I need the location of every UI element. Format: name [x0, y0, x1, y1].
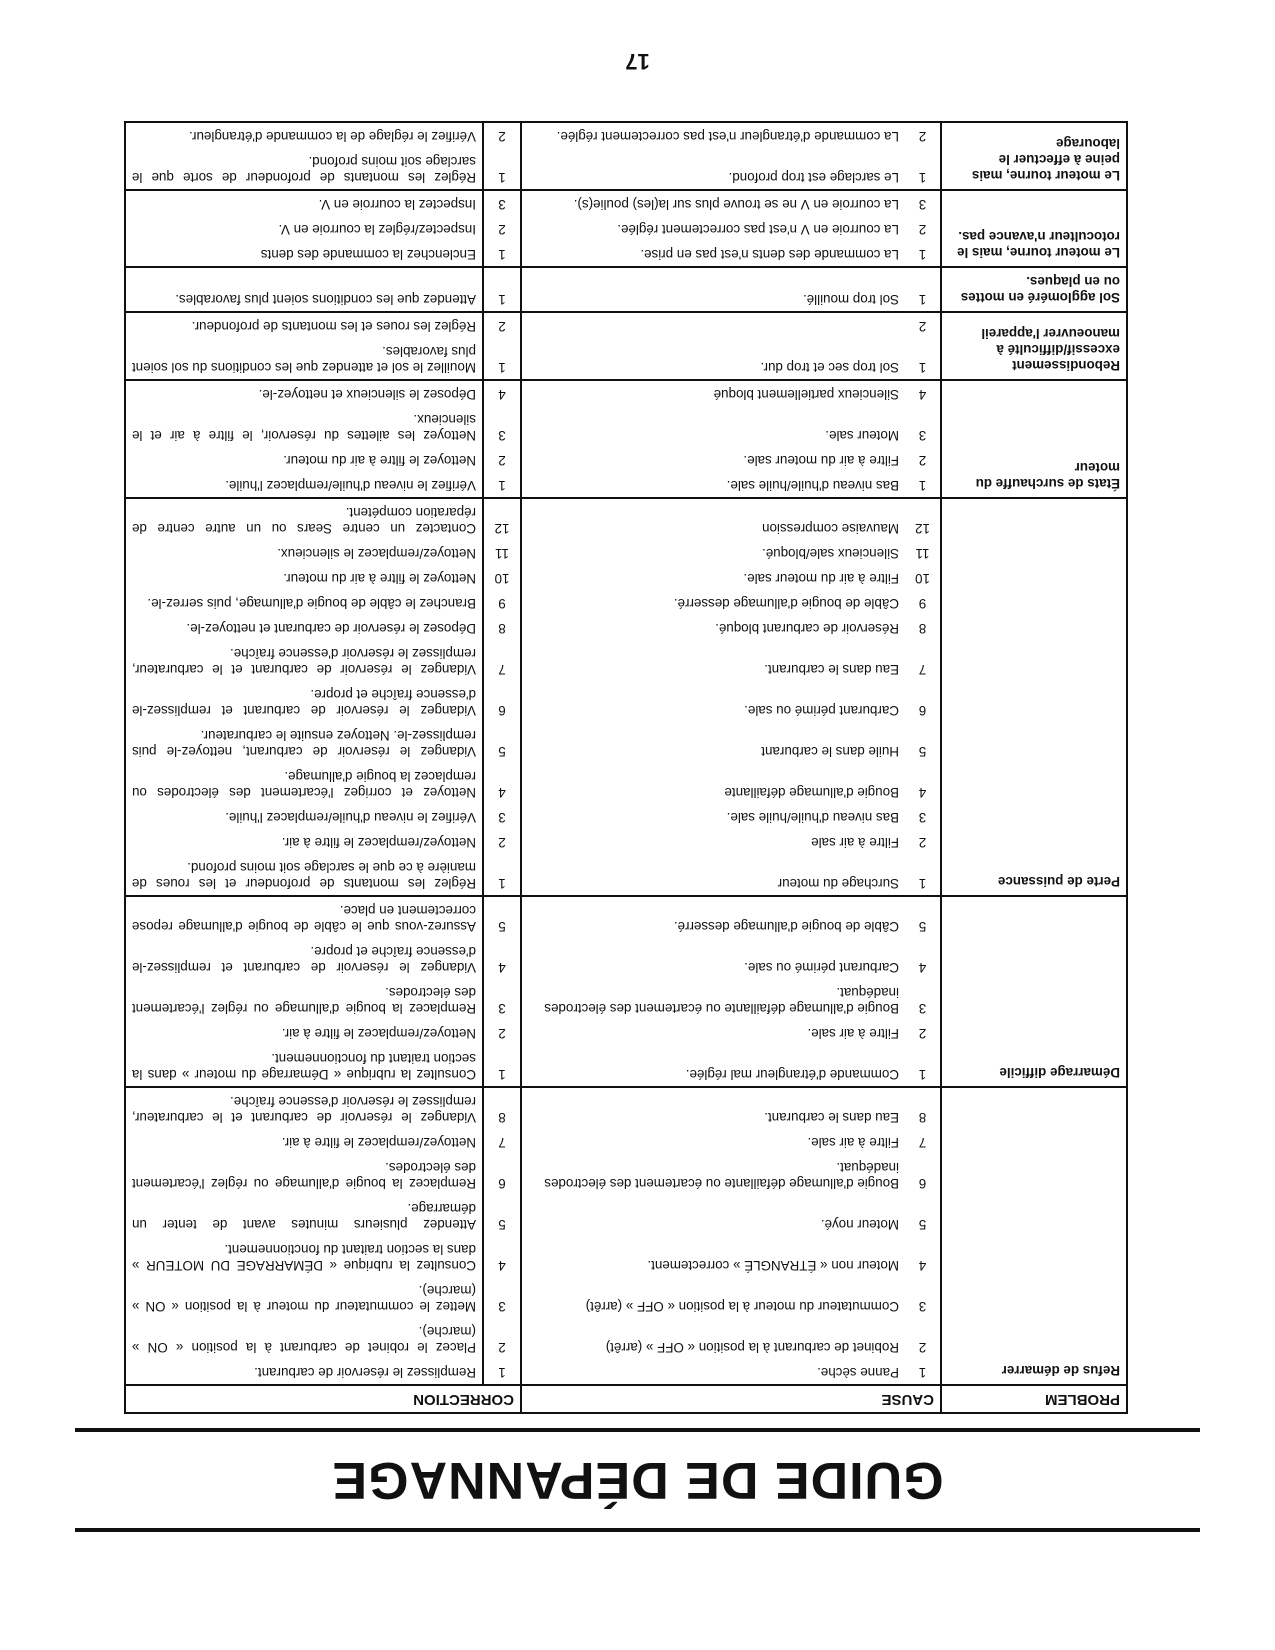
cause-cell: Câble de bougie d'allumage desserré.: [521, 896, 905, 938]
correction-number: 2: [483, 1020, 521, 1045]
cause-number: 2: [905, 1318, 941, 1359]
cause-number: 1: [905, 338, 941, 380]
cause-number: 7: [905, 1129, 941, 1154]
header-problem: PROBLEM: [941, 1385, 1127, 1413]
correction-number: 12: [483, 498, 521, 540]
page-number: 17: [625, 49, 650, 74]
correction-cell: Nettoyez le filtre à air du moteur.: [125, 447, 483, 472]
cause-number: 2: [905, 216, 941, 241]
cause-cell: Commande d'étrangleur mal réglée.: [521, 1045, 905, 1087]
cause-number: 2: [905, 829, 941, 854]
cause-cell: Bas niveau d'huile/huile sale.: [521, 472, 905, 498]
correction-cell: Vidangez le réservoir de carburant et remplissez-le d'essence fraîche et propre.: [125, 938, 483, 979]
cause-cell: Huile dans le carburant: [521, 722, 905, 763]
cause-cell: Panne sèche.: [521, 1359, 905, 1385]
cause-number: 6: [905, 681, 941, 722]
correction-cell: Vidangez le réservoir de carburant, nettoyez-le puis remplissez-le. Nettoyez ensuite le carburateur.: [125, 722, 483, 763]
cause-number: 1: [905, 472, 941, 498]
correction-cell: Inspectez/réglez la courroie en V.: [125, 216, 483, 241]
cause-cell: La commande d'étrangleur n'est pas correctement réglée.: [521, 122, 905, 148]
correction-number: 5: [483, 722, 521, 763]
cause-cell: Sol trop mouillé.: [521, 267, 905, 312]
cause-number: 2: [905, 122, 941, 148]
header-cause: CAUSE: [521, 1385, 941, 1413]
correction-number: 2: [483, 312, 521, 338]
correction-number: 1: [483, 854, 521, 896]
correction-cell: Déposez le réservoir de carburant et nettoyez-le.: [125, 615, 483, 640]
cause-number: 8: [905, 1087, 941, 1129]
title-banner: [75, 1428, 1200, 1532]
correction-number: 11: [483, 540, 521, 565]
cause-number: 1: [905, 148, 941, 190]
cause-cell: Carburant périmé ou sale.: [521, 938, 905, 979]
cause-cell: La commande des dents n'est pas en prise.: [521, 241, 905, 267]
cause-cell: Filtre à air du moteur sale.: [521, 565, 905, 590]
cause-number: 1: [905, 854, 941, 896]
cause-number: 12: [905, 498, 941, 540]
cause-number: 2: [905, 1020, 941, 1045]
correction-cell: Mettez le commutateur du moteur à la position « ON » (marche).: [125, 1277, 483, 1318]
cause-number: 5: [905, 1195, 941, 1236]
correction-cell: Nettoyez les ailettes du réservoir, le filtre à air et le silencieux.: [125, 406, 483, 447]
cause-number: 5: [905, 896, 941, 938]
troubleshooting-table: [124, 121, 1128, 1414]
correction-number: 2: [483, 447, 521, 472]
correction-cell: Attendez plusieurs minutes avant de tenter un démarrage.: [125, 1195, 483, 1236]
table-row: [125, 1359, 1127, 1385]
cause-number: 4: [905, 938, 941, 979]
correction-cell: Inspectez la courroie en V.: [125, 190, 483, 216]
cause-cell: Robinet de carburant à la position « OFF » (arrêt): [521, 1318, 905, 1359]
cause-number: 3: [905, 406, 941, 447]
correction-number: 10: [483, 565, 521, 590]
correction-cell: Vérifiez le niveau d'huile/remplacez l'huile.: [125, 472, 483, 498]
table-row: [125, 472, 1127, 498]
correction-number: 1: [483, 1359, 521, 1385]
correction-cell: Réglez les roues et les montants de profondeur.: [125, 312, 483, 338]
problem-cell: Perte de puissance: [941, 498, 1127, 896]
header-correction: CORRECTION: [125, 1385, 521, 1413]
cause-cell: Sol trop sec et trop dur.: [521, 338, 905, 380]
correction-cell: Réglez les montants de profondeur et les roues de manière à ce que le sarclage soit moins profond.: [125, 854, 483, 896]
correction-number: 4: [483, 1236, 521, 1277]
cause-number: 5: [905, 722, 941, 763]
correction-number: 4: [483, 763, 521, 804]
cause-number: 2: [905, 447, 941, 472]
correction-number: 8: [483, 615, 521, 640]
correction-number: 1: [483, 241, 521, 267]
correction-number: 8: [483, 1087, 521, 1129]
cause-cell: Silencieux sale/bloqué.: [521, 540, 905, 565]
cause-cell: [521, 312, 905, 338]
cause-cell: Surchage du moteur: [521, 854, 905, 896]
cause-cell: Bougie d'allumage défaillante: [521, 763, 905, 804]
cause-cell: Filtre à air du moteur sale.: [521, 447, 905, 472]
cause-number: 3: [905, 804, 941, 829]
cause-number: 1: [905, 241, 941, 267]
cause-cell: Commutateur du moteur à la position « OFF » (arrêt): [521, 1277, 905, 1318]
table-row: [125, 854, 1127, 896]
cause-cell: Le sarclage est trop profond.: [521, 148, 905, 190]
correction-number: 1: [483, 472, 521, 498]
correction-cell: Contactez un centre Sears ou un autre centre de réparation compétent.: [125, 498, 483, 540]
cause-cell: Moteur sale.: [521, 406, 905, 447]
correction-cell: Nettoyez/remplacez le filtre à air.: [125, 829, 483, 854]
correction-cell: Déposez le silencieux et nettoyez-le.: [125, 380, 483, 406]
correction-cell: Mouillez le sol et attendez que les conditions du sol soient plus favorables.: [125, 338, 483, 380]
cause-number: 11: [905, 540, 941, 565]
correction-number: 3: [483, 190, 521, 216]
correction-cell: Remplacez la bougie d'allumage ou réglez l'écartement des électrodes.: [125, 979, 483, 1020]
correction-cell: Vérifiez le réglage de la commande d'étrangleur.: [125, 122, 483, 148]
cause-number: 3: [905, 979, 941, 1020]
correction-number: 2: [483, 216, 521, 241]
problem-cell: Le moteur tourne, mais le rotoculteur n'avance pas.: [941, 190, 1127, 267]
correction-cell: Consultez la rubrique « Démarrage du moteur » dans la section traitant du fonctionnement.: [125, 1045, 483, 1087]
correction-number: 3: [483, 406, 521, 447]
correction-cell: Assurez-vous que le câble de bougie d'allumage repose correctement en place.: [125, 896, 483, 938]
correction-cell: Placez le robinet de carburant à la position « ON » (marche).: [125, 1318, 483, 1359]
cause-cell: Filtre à air sale.: [521, 1020, 905, 1045]
correction-cell: Vérifiez le niveau d'huile/remplacez l'huile.: [125, 804, 483, 829]
cause-cell: Bougie d'allumage défaillante ou écartement des électrodes inadéquat.: [521, 979, 905, 1020]
correction-cell: Nettoyez/remplacez le filtre à air.: [125, 1020, 483, 1045]
cause-cell: Filtre à air sale: [521, 829, 905, 854]
problem-cell: Démarrage difficile: [941, 896, 1127, 1087]
table-body: [125, 122, 1127, 1385]
problem-cell: Sol aggloméré en mottes ou en plaques.: [941, 267, 1127, 312]
cause-number: 10: [905, 565, 941, 590]
cause-cell: Bougie d'allumage défaillante ou écartement des électrodes inadéquat.: [521, 1154, 905, 1195]
cause-cell: Câble de bougie d'allumage desserré.: [521, 590, 905, 615]
cause-cell: Moteur non « ÉTRANGLÉ » correctement.: [521, 1236, 905, 1277]
cause-number: 9: [905, 590, 941, 615]
cause-cell: La courroie en V n'est pas correctement réglée.: [521, 216, 905, 241]
cause-number: 1: [905, 1045, 941, 1087]
problem-cell: États de surchauffe du moteur: [941, 380, 1127, 498]
table-header-row: [125, 1385, 1127, 1413]
correction-number: 1: [483, 148, 521, 190]
cause-cell: Moteur noyé.: [521, 1195, 905, 1236]
table-row: [125, 267, 1127, 312]
correction-cell: Vidangez le réservoir de carburant et remplissez-le d'essence fraîche et propre.: [125, 681, 483, 722]
correction-number: 5: [483, 1195, 521, 1236]
table-row: [125, 1045, 1127, 1087]
correction-number: 1: [483, 338, 521, 380]
correction-number: 2: [483, 829, 521, 854]
cause-cell: La courroie en V ne se trouve plus sur la(les) poulie(s).: [521, 190, 905, 216]
correction-number: 3: [483, 804, 521, 829]
correction-cell: Nettoyez et corrigez l'écartement des électrodes ou remplacez la bougie d'allumage.: [125, 763, 483, 804]
correction-cell: Remplacez la bougie d'allumage ou réglez l'écartement des électrodes.: [125, 1154, 483, 1195]
cause-number: 1: [905, 1359, 941, 1385]
correction-number: 2: [483, 122, 521, 148]
correction-cell: Consultez la rubrique « DÉMARRAGE DU MOTEUR » dans la section traitant du fonctionnement.: [125, 1236, 483, 1277]
correction-number: 7: [483, 1129, 521, 1154]
correction-cell: Enclenchez la commande des dents: [125, 241, 483, 267]
correction-number: 3: [483, 979, 521, 1020]
problem-cell: Rebondissement excessif/difficulté à manoeuvrer l'appareil: [941, 312, 1127, 380]
correction-cell: Vidangez le réservoir de carburant et le carburateur, remplissez le réservoir d'essence fraîche.: [125, 640, 483, 681]
cause-number: 8: [905, 615, 941, 640]
cause-cell: Silencieux partiellement bloqué: [521, 380, 905, 406]
correction-number: 6: [483, 681, 521, 722]
correction-number: 5: [483, 896, 521, 938]
correction-cell: Réglez les montants de profondeur de sorte que le sarclage soit moins profond.: [125, 148, 483, 190]
correction-cell: Nettoyez/remplacez le silencieux.: [125, 540, 483, 565]
cause-number: 3: [905, 190, 941, 216]
problem-cell: Refus de démarrer: [941, 1087, 1127, 1385]
problem-cell: Le moteur tourne, mais peine à effectuer le labourage: [941, 122, 1127, 190]
cause-number: 1: [905, 267, 941, 312]
table-row: [125, 148, 1127, 190]
correction-number: 6: [483, 1154, 521, 1195]
cause-cell: Carburant périmé ou sale.: [521, 681, 905, 722]
correction-number: 1: [483, 1045, 521, 1087]
cause-number: 7: [905, 640, 941, 681]
correction-cell: Nettoyez/remplacez le filtre à air.: [125, 1129, 483, 1154]
table-row: [125, 338, 1127, 380]
cause-number: 2: [905, 312, 941, 338]
correction-number: 3: [483, 1277, 521, 1318]
correction-cell: Vidangez le réservoir de carburant et le carburateur, remplissez le réservoir d'essence fraîche.: [125, 1087, 483, 1129]
table-row: [125, 241, 1127, 267]
correction-number: 7: [483, 640, 521, 681]
correction-cell: Attendez que les conditions soient plus favorables.: [125, 267, 483, 312]
correction-number: 1: [483, 267, 521, 312]
correction-cell: Remplissez le réservoir de carburant.: [125, 1359, 483, 1385]
cause-cell: Mauvaise compression: [521, 498, 905, 540]
cause-number: 4: [905, 1236, 941, 1277]
correction-number: 4: [483, 938, 521, 979]
cause-number: 4: [905, 763, 941, 804]
correction-number: 9: [483, 590, 521, 615]
cause-number: 3: [905, 1277, 941, 1318]
correction-cell: Nettoyez le filtre à air du moteur.: [125, 565, 483, 590]
correction-number: 4: [483, 380, 521, 406]
cause-number: 4: [905, 380, 941, 406]
cause-number: 6: [905, 1154, 941, 1195]
page-title: GUIDE DE DÉPANNAGE: [331, 1451, 944, 1509]
cause-cell: Réservoir de carburant bloqué.: [521, 615, 905, 640]
correction-cell: Branchez le câble de bougie d'allumage, puis serrez-le.: [125, 590, 483, 615]
correction-number: 2: [483, 1318, 521, 1359]
cause-cell: Filtre à air sale.: [521, 1129, 905, 1154]
cause-cell: Eau dans le carburant.: [521, 640, 905, 681]
cause-cell: Bas niveau d'huile/huile sale.: [521, 804, 905, 829]
cause-cell: Eau dans le carburant.: [521, 1087, 905, 1129]
